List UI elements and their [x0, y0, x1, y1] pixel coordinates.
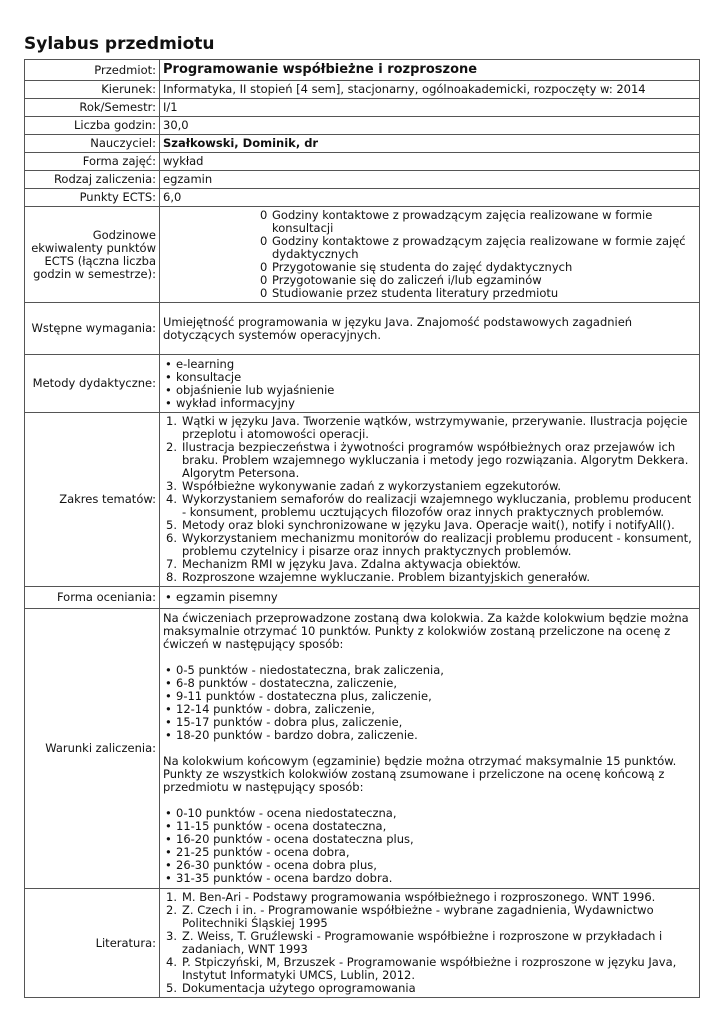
list-item: • 0-5 punktów - niedostateczna, brak zaliczenia,: [163, 664, 696, 677]
label-nauczyciel: Nauczyciel:: [25, 135, 160, 153]
hours-list: [163, 209, 696, 300]
row-warunki: [25, 609, 700, 889]
list-item: • 21-25 punktów - ocena dobra,: [163, 846, 696, 859]
list-item: 1. M. Ben-Ari - Podstawy programowania współbieżnego i rozproszonego. WNT 1996.: [166, 890, 656, 904]
value-literatura: [160, 889, 700, 998]
label-liczba-godzin: Liczba godzin:: [25, 117, 160, 135]
assessment-list: [163, 591, 696, 604]
row-punkty-ects: [25, 189, 700, 207]
list-item: 8. Rozproszone wzajemne wykluczanie. Problem bizantyjskich generałów.: [166, 570, 591, 584]
syllabus-table: [24, 59, 700, 998]
row-wymagania: [25, 303, 700, 355]
hours-text: Godziny kontaktowe z prowadzącym zajęcia realizowane w formie konsultacji: [272, 208, 653, 235]
label-rok-semestr: Rok/Semestr:: [25, 99, 160, 117]
row-forma-zajec: [25, 153, 700, 171]
label-rodzaj-zaliczenia: Rodzaj zaliczenia:: [25, 171, 160, 189]
list-item: • 16-20 punktów - ocena dostateczna plus,: [163, 833, 696, 846]
list-item: 5. Metody oraz bloki synchronizowane w języku Java. Operacje wait(), notify i notifyAll().: [166, 518, 675, 532]
list-item: • egzamin pisemny: [163, 591, 696, 604]
list-item: • 6-8 punktów - dostateczna, zaliczenie,: [163, 677, 696, 690]
list-item: • 15-17 punktów - dobra plus, zaliczenie,: [163, 716, 696, 729]
hours-item: [260, 209, 696, 235]
label-warunki: Warunki zaliczenia:: [25, 609, 160, 889]
value-zakres: [160, 413, 700, 587]
list-item: 6. Wykorzystaniem mechanizmu monitorów do realizacji problemu producent - konsument, problemu czytelnicy i pisarze oraz innych praktycznych problemów.: [166, 531, 692, 558]
row-zakres: [25, 413, 700, 587]
label-kierunek: Kierunek:: [25, 81, 160, 99]
list-item: 3. Z. Weiss, T. Gruźlewski - Programowanie współbieżne i rozproszone w przykładach i zadaniach, WNT 1993: [166, 929, 663, 956]
row-przedmiot: [25, 60, 700, 81]
label-punkty-ects: Punkty ECTS:: [25, 189, 160, 207]
list-item: • objaśnienie lub wyjaśnienie: [163, 384, 696, 397]
conditions-list-final: [163, 807, 696, 885]
list-item: 5. Dokumentacja użytego oprogramowania: [166, 981, 416, 995]
value-rok-semestr: I/1: [160, 99, 700, 117]
value-warunki: [160, 609, 700, 889]
value-wymagania: Umiejętność programowania w języku Java. Znajomość podstawowych zagadnień dotyczących systemów operacyjnych.: [160, 303, 700, 355]
row-kierunek: [25, 81, 700, 99]
hours-text: Przygotowanie się do zaliczeń i/lub egzaminów: [272, 273, 542, 287]
hours-count: 0: [260, 286, 268, 300]
row-literatura: [25, 889, 700, 998]
hours-count: 0: [260, 208, 268, 222]
topics-list: [163, 415, 696, 584]
list-item: • 9-11 punktów - dostateczna plus, zaliczenie,: [163, 690, 696, 703]
value-metody: [160, 355, 700, 413]
label-literatura: Literatura:: [25, 889, 160, 998]
value-nauczyciel: Szałkowski, Dominik, dr: [160, 135, 700, 153]
conditions-final-intro: Na kolokwium końcowym (egzaminie) będzie można otrzymać maksymalnie 15 punktów. Punkty ze wszystkich kolokwiów zostaną zsumowane i przeliczone na ocenę końcową z przedmiotu w następujący sposób:: [163, 754, 677, 794]
list-item: • 11-15 punktów - ocena dostateczna,: [163, 820, 696, 833]
value-punkty-ects: 6,0: [160, 189, 700, 207]
list-item: 4. P. Stpiczyński, M, Brzuszek - Programowanie współbieżne i rozproszone w języku Java, Instytut Informatyki UMCS, Lublin, 2012.: [166, 955, 677, 982]
list-item: • 31-35 punktów - ocena bardzo dobra.: [163, 872, 696, 885]
value-ocenianie: [160, 587, 700, 609]
hours-text: Studiowanie przez studenta literatury przedmiotu: [272, 286, 559, 300]
hours-count: 0: [260, 234, 268, 248]
literature-list: [163, 891, 696, 995]
list-item: • 18-20 punktów - bardzo dobra, zaliczenie.: [163, 729, 696, 742]
label-forma-zajec: Forma zajęć:: [25, 153, 160, 171]
row-rok-semestr: [25, 99, 700, 117]
list-item: 3. Współbieżne wykonywanie zadań z wykorzystaniem egzekutorów.: [166, 479, 562, 493]
label-metody: Metody dydaktyczne:: [25, 355, 160, 413]
list-item: 1. Wątki w języku Java. Tworzenie wątków, wstrzymywanie, przerywanie. Ilustracja pojęcie przeplotu i atomowości operacji.: [166, 414, 688, 441]
label-ocenianie: Forma oceniania:: [25, 587, 160, 609]
row-ocenianie: [25, 587, 700, 609]
row-rodzaj-zaliczenia: [25, 171, 700, 189]
list-item: 4. Wykorzystaniem semaforów do realizacji wzajemnego wykluczania, problemu producent - konsument, problemu ucztujących filozofów oraz innych praktycznych problemów.: [166, 492, 692, 519]
hours-item: [260, 287, 696, 300]
label-przedmiot: Przedmiot:: [25, 60, 160, 81]
list-item: • 26-30 punktów - ocena dobra plus,: [163, 859, 696, 872]
list-item: 2. Ilustracja bezpieczeństwa i żywotności programów współbieżnych oraz przejawów ich braku. Problem wzajemnego wykluczania i metody jego rozwiązania. Algorytm Dekkera. Algorytm Petersona.: [166, 440, 689, 480]
hours-count: 0: [260, 260, 268, 274]
conditions-intro: Na ćwiczeniach przeprowadzone zostaną dwa kolokwia. Za każde kolokwium będzie można maksymalnie otrzymać 10 punktów. Punkty z kolokwiów zostaną przeliczone na ocenę z ćwiczeń w następujący sposób:: [163, 611, 689, 651]
value-ekwiwalent: [160, 207, 700, 303]
hours-text: Przygotowanie się studenta do zajęć dydaktycznych: [272, 260, 573, 274]
page-title: Sylabus przedmiotu: [24, 34, 215, 54]
hours-text: Godziny kontaktowe z prowadzącym zajęcia realizowane w formie zajęć dydaktycznych: [272, 234, 686, 261]
list-item: 2. Z. Czech i in. - Programowanie współbieżne - wybrane zagadnienia, Wydawnictwo Politechniki Śląskiej 1995: [166, 903, 654, 930]
methods-list: [163, 358, 696, 410]
list-item: • konsultacje: [163, 371, 696, 384]
label-ekwiwalent: Godzinowe ekwiwalenty punktów ECTS (łączna liczba godzin w semestrze):: [25, 207, 160, 303]
row-nauczyciel: [25, 135, 700, 153]
value-kierunek: Informatyka, II stopień [4 sem], stacjonarny, ogólnoakademicki, rozpoczęty w: 2014: [160, 81, 700, 99]
label-wymagania: Wstępne wymagania:: [25, 303, 160, 355]
row-metody: [25, 355, 700, 413]
list-item: • e-learning: [163, 358, 696, 371]
value-liczba-godzin: 30,0: [160, 117, 700, 135]
value-rodzaj-zaliczenia: egzamin: [160, 171, 700, 189]
list-item: • 0-10 punktów - ocena niedostateczna,: [163, 807, 696, 820]
list-item: • 12-14 punktów - dobra, zaliczenie,: [163, 703, 696, 716]
hours-item: [260, 235, 696, 261]
row-ekwiwalent: [25, 207, 700, 303]
value-przedmiot: Programowanie współbieżne i rozproszone: [160, 60, 700, 81]
hours-count: 0: [260, 273, 268, 287]
label-zakres: Zakres tematów:: [25, 413, 160, 587]
conditions-list-exercises: [163, 664, 696, 742]
value-forma-zajec: wykład: [160, 153, 700, 171]
list-item: • wykład informacyjny: [163, 397, 696, 410]
row-liczba-godzin: [25, 117, 700, 135]
list-item: 7. Mechanizm RMI w języku Java. Zdalna aktywacja obiektów.: [166, 557, 521, 571]
